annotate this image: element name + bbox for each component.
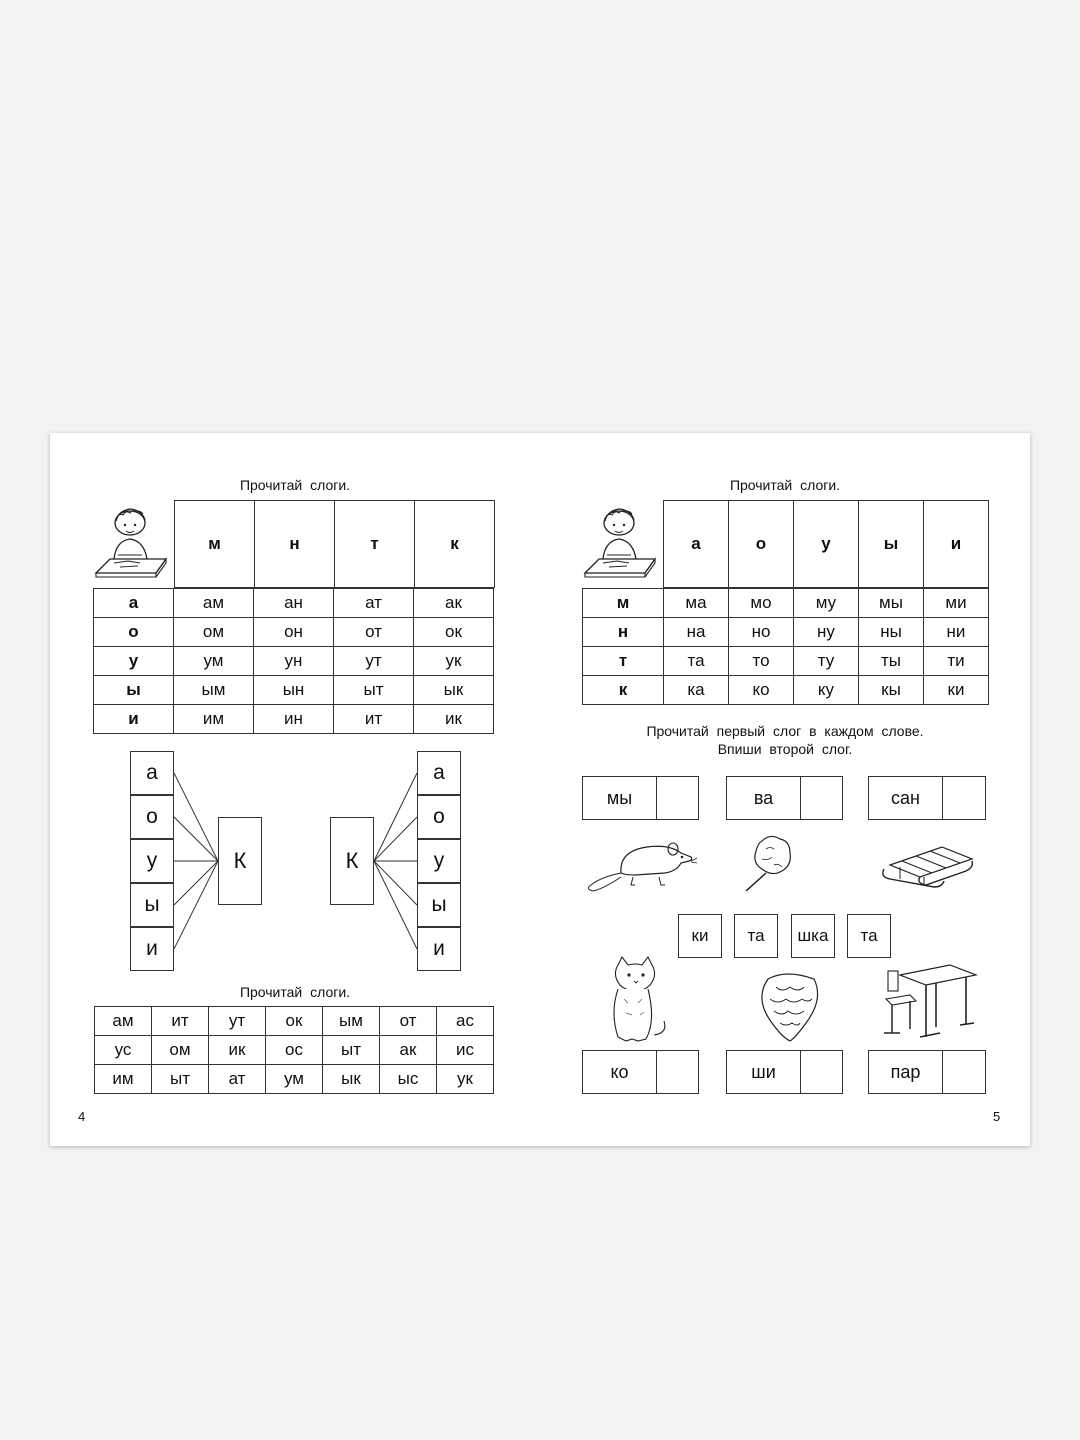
second-syllable-blank[interactable] <box>657 777 698 819</box>
second-syllable-blank[interactable] <box>657 1051 698 1093</box>
first-syllable: ши <box>727 1051 801 1093</box>
word-box <box>726 776 843 820</box>
syllable-cell: от <box>334 618 414 647</box>
row-letter: о <box>94 618 174 647</box>
syllable-cell: ат <box>209 1065 266 1094</box>
syllable-cell: му <box>794 589 859 618</box>
word-box <box>868 1050 986 1094</box>
row-letter: и <box>94 705 174 734</box>
syllable-cell: ин <box>254 705 334 734</box>
syllable-cell: ум <box>174 647 254 676</box>
word-box <box>582 1050 699 1094</box>
syllable-cell: ут <box>334 647 414 676</box>
first-syllable: сан <box>869 777 943 819</box>
syllable-option: та <box>847 914 891 958</box>
syllable-cell: ма <box>664 589 729 618</box>
table-row <box>95 1036 494 1065</box>
header-letter: а <box>664 501 729 588</box>
syllable-cell: ик <box>209 1036 266 1065</box>
row-letter: т <box>583 647 664 676</box>
syllable-cell: ат <box>334 589 414 618</box>
header-letter: у <box>794 501 859 588</box>
row-letter: ы <box>94 676 174 705</box>
syllable-cell: мо <box>729 589 794 618</box>
table-row <box>583 676 989 705</box>
fan-vowel: у <box>417 839 461 883</box>
fan-vowel: и <box>130 927 174 971</box>
word-box <box>582 776 699 820</box>
syllable-cell: ас <box>437 1007 494 1036</box>
fan-vowel: о <box>417 795 461 839</box>
header-letter: т <box>335 501 415 588</box>
syllable-cell: та <box>664 647 729 676</box>
syllable-cell: кы <box>859 676 924 705</box>
syllable-cell: то <box>729 647 794 676</box>
syllable-cell: ам <box>174 589 254 618</box>
second-syllable-blank[interactable] <box>801 1051 842 1093</box>
fan-vowel: а <box>130 751 174 795</box>
syllable-cell: ты <box>859 647 924 676</box>
syllable-cell: ум <box>266 1065 323 1094</box>
first-syllable: пар <box>869 1051 943 1093</box>
workbook-spread <box>50 433 1030 1146</box>
right-title-top: Прочитай слоги. <box>729 477 841 493</box>
syllable-cell: ут <box>209 1007 266 1036</box>
left-title-top: Прочитай слоги. <box>239 477 351 493</box>
syllable-cell: ым <box>174 676 254 705</box>
syllable-cell: ис <box>437 1036 494 1065</box>
fan-vowel: ы <box>417 883 461 927</box>
syllable-cell: ка <box>664 676 729 705</box>
syllable-cell: ок <box>266 1007 323 1036</box>
first-syllable: ко <box>583 1051 657 1093</box>
syllable-cell: ку <box>794 676 859 705</box>
syllable-cell: ми <box>924 589 989 618</box>
syllable-cell: ун <box>254 647 334 676</box>
row-letter: м <box>583 589 664 618</box>
syllable-cell: ту <box>794 647 859 676</box>
fan-vowel: ы <box>130 883 174 927</box>
right-syllable-table <box>582 588 989 705</box>
instruction-line-1: Прочитай первый слог в каждом слове. <box>646 723 924 739</box>
first-syllable: ва <box>727 777 801 819</box>
syllable-cell: ам <box>95 1007 152 1036</box>
syllable-cell: ко <box>729 676 794 705</box>
right-header-table <box>663 500 989 588</box>
syllable-cell: ки <box>924 676 989 705</box>
table-row <box>583 618 989 647</box>
syllable-option: шка <box>791 914 835 958</box>
fan-vowel: у <box>130 839 174 883</box>
syllable-cell: ит <box>152 1007 209 1036</box>
syllable-cell: ом <box>174 618 254 647</box>
row-letter: к <box>583 676 664 705</box>
syllable-cell: ти <box>924 647 989 676</box>
header-letter: н <box>255 501 335 588</box>
bottom-syllable-table <box>94 1006 494 1094</box>
header-letter: м <box>175 501 255 588</box>
cotton-candy-illustration <box>740 831 804 895</box>
syllable-cell: ыс <box>380 1065 437 1094</box>
syllable-cell: ыт <box>334 676 414 705</box>
word-box <box>868 776 986 820</box>
syllable-cell: ык <box>323 1065 380 1094</box>
row-letter: у <box>94 647 174 676</box>
fan-vowel: а <box>417 751 461 795</box>
syllable-cell: от <box>380 1007 437 1036</box>
rat-illustration <box>585 831 697 895</box>
page-number-right: 5 <box>993 1109 1001 1124</box>
syllable-cell: но <box>729 618 794 647</box>
syllable-cell: ук <box>437 1065 494 1094</box>
instruction-line-2: Впиши второй слог. <box>717 741 853 757</box>
second-syllable-blank[interactable] <box>943 1051 985 1093</box>
school-desk-illustration <box>880 963 980 1043</box>
syllable-cell: ыт <box>152 1065 209 1094</box>
table-row <box>583 647 989 676</box>
syllable-option: ки <box>678 914 722 958</box>
fan-vowel: и <box>417 927 461 971</box>
header-letter: о <box>729 501 794 588</box>
syllable-cell: ит <box>334 705 414 734</box>
syllable-cell: ок <box>414 618 494 647</box>
header-letter: к <box>415 501 495 588</box>
second-syllable-blank[interactable] <box>801 777 842 819</box>
fan-vowel: о <box>130 795 174 839</box>
cat-illustration <box>602 955 672 1047</box>
syllable-option: та <box>734 914 778 958</box>
syllable-cell: мы <box>859 589 924 618</box>
syllable-cell: ын <box>254 676 334 705</box>
word-box <box>726 1050 843 1094</box>
syllable-cell: ик <box>414 705 494 734</box>
table-row <box>95 1007 494 1036</box>
syllable-cell: ом <box>152 1036 209 1065</box>
syllable-cell: ыт <box>323 1036 380 1065</box>
syllable-cell: им <box>174 705 254 734</box>
syllable-cell: ну <box>794 618 859 647</box>
boy-at-desk-illustration <box>581 505 663 585</box>
first-syllable: мы <box>583 777 657 819</box>
syllable-cell: ни <box>924 618 989 647</box>
row-letter: н <box>583 618 664 647</box>
syllable-cell: им <box>95 1065 152 1094</box>
table-row <box>583 589 989 618</box>
syllable-cell: ак <box>380 1036 437 1065</box>
syllable-cell: ан <box>254 589 334 618</box>
syllable-cell: ны <box>859 618 924 647</box>
syllable-cell: ак <box>414 589 494 618</box>
table-row <box>95 1065 494 1094</box>
left-title-bottom: Прочитай слоги. <box>239 984 351 1000</box>
page-number-left: 4 <box>78 1109 86 1124</box>
fan-consonant: К <box>218 817 262 905</box>
syllable-cell: ым <box>323 1007 380 1036</box>
syllable-cell: ук <box>414 647 494 676</box>
syllable-cell: ык <box>414 676 494 705</box>
syllable-cell: он <box>254 618 334 647</box>
second-syllable-blank[interactable] <box>943 777 985 819</box>
pine-cone-illustration <box>756 971 826 1043</box>
header-letter: ы <box>859 501 924 588</box>
header-letter: и <box>924 501 989 588</box>
syllable-cell: ус <box>95 1036 152 1065</box>
sled-illustration <box>880 843 980 893</box>
fan-consonant: К <box>330 817 374 905</box>
syllable-cell: на <box>664 618 729 647</box>
syllable-cell: ос <box>266 1036 323 1065</box>
row-letter: а <box>94 589 174 618</box>
